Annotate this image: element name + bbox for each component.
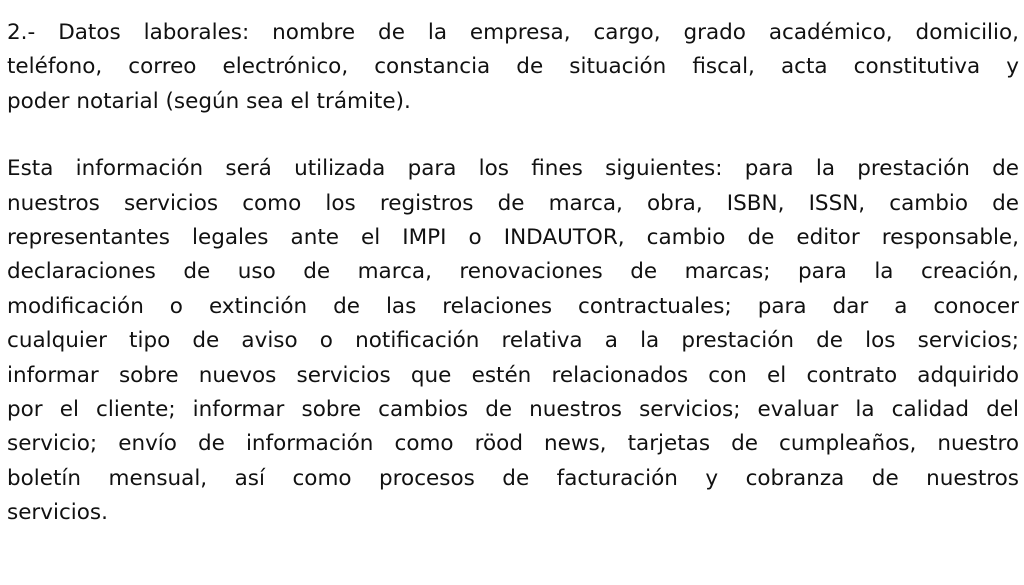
paragraph-line: cualquier tipo de aviso o notificación relativa a la prestación de los servicios;: [7, 328, 1019, 354]
paragraph-line: modificación o extinción de las relaciones contractuales; para dar a conocer: [7, 293, 1019, 319]
paragraph-datos-laborales: [7, 16, 1019, 119]
paragraph-line: servicios.: [7, 500, 108, 526]
paragraph-line: servicio; envío de información como röod news, tarjetas de cumpleaños, nuestro: [7, 431, 1019, 457]
paragraph-spacer: [7, 119, 1019, 152]
paragraph-fines: [7, 152, 1019, 530]
paragraph-line: representantes legales ante el IMPI o INDAUTOR, cambio de editor responsable,: [7, 225, 1019, 251]
paragraph-line: declaraciones de uso de marca, renovaciones de marcas; para la creación,: [7, 259, 1019, 285]
paragraph-line: Esta información será utilizada para los fines siguientes: para la prestación de: [7, 156, 1019, 182]
paragraph-line: boletín mensual, así como procesos de facturación y cobranza de nuestros: [7, 465, 1019, 491]
paragraph-line: nuestros servicios como los registros de marca, obra, ISBN, ISSN, cambio de: [7, 190, 1019, 216]
paragraph-line: por el cliente; informar sobre cambios de nuestros servicios; evaluar la calidad del: [7, 397, 1019, 423]
paragraph-line: 2.- Datos laborales: nombre de la empresa, cargo, grado académico, domicilio,: [7, 20, 1019, 45]
paragraph-line: teléfono, correo electrónico, constancia de situación fiscal, acta constitutiva y: [7, 54, 1019, 80]
paragraph-line: informar sobre nuevos servicios que estén relacionados con el contrato adquirido: [7, 362, 1019, 388]
document-body: [7, 16, 1019, 531]
paragraph-line: poder notarial (según sea el trámite).: [7, 88, 411, 114]
